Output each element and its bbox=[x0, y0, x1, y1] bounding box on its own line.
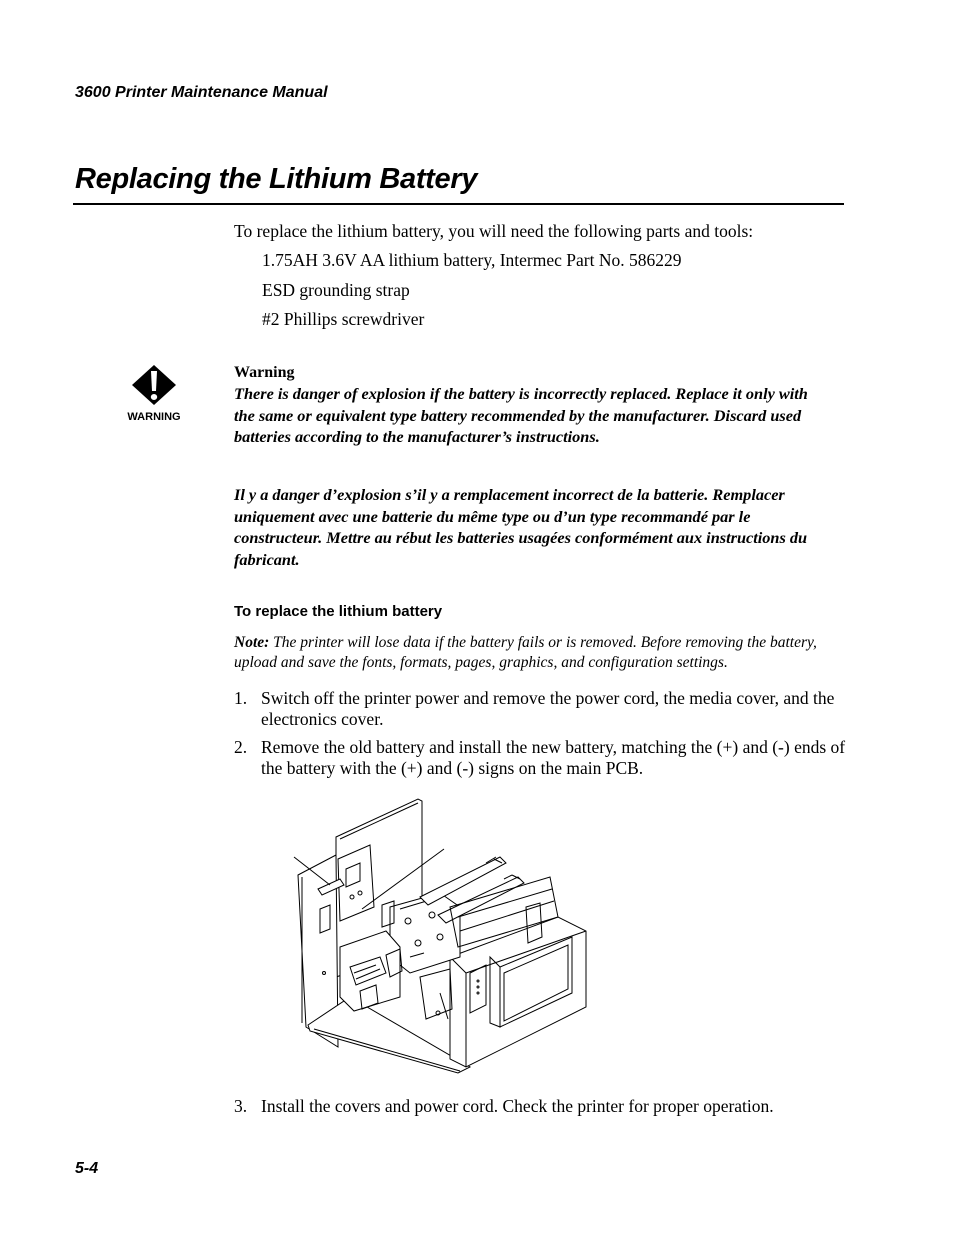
parts-list-item: ESD grounding strap bbox=[262, 280, 410, 300]
step-number: 1. bbox=[234, 688, 248, 708]
note-text: The printer will lose data if the battery fails or is removed. Before removing the battery, upload and save the fonts, formats, pages, graphics, and configuration settings. bbox=[234, 634, 817, 671]
warning-text-english: There is danger of explosion if the battery is incorrectly replaced. Replace it only with the same or equivalent type battery recommended by the manufacturer. Discard used batteries according to the manufacturer’s instructions. bbox=[234, 384, 808, 446]
step-text: Install the covers and power cord. Check the printer for proper operation. bbox=[261, 1096, 774, 1116]
warning-exclamation-icon bbox=[126, 363, 182, 427]
parts-list-item: 1.75AH 3.6V AA lithium battery, Intermec Part No. 586229 bbox=[262, 250, 682, 270]
title-rule bbox=[73, 203, 844, 205]
printer-battery-illustration bbox=[290, 797, 592, 1075]
procedure-note bbox=[234, 633, 834, 673]
step-text: Switch off the printer power and remove the power cord, the media cover, and the electronics cover. bbox=[261, 688, 835, 729]
running-head: 3600 Printer Maintenance Manual bbox=[75, 84, 328, 101]
page-number: 5-4 bbox=[75, 1160, 99, 1177]
intro-text: To replace the lithium battery, you will need the following parts and tools: bbox=[234, 221, 754, 241]
warning-heading: Warning bbox=[234, 364, 295, 381]
procedure-step bbox=[234, 1096, 846, 1117]
procedure-step bbox=[234, 737, 846, 778]
step-text: Remove the old battery and install the new battery, matching the (+) and (-) ends of the battery with the (+) and (-) signs on the main PCB. bbox=[261, 737, 846, 778]
parts-list-item: #2 Phillips screwdriver bbox=[262, 309, 425, 329]
note-label: Note: bbox=[234, 634, 270, 651]
warning-text-french: Il y a danger d’explosion s’il y a remplacement incorrect de la batterie. Remplacer uniquement avec une batterie du même type ou d’un type recommandé par le constructeur. Mettre au rébut les batteries usagées conformément aux instructions du fabricant. bbox=[234, 485, 808, 569]
section-title: Replacing the Lithium Battery bbox=[75, 163, 478, 195]
warning-icon-label: WARNING bbox=[127, 411, 181, 423]
procedure-heading: To replace the lithium battery bbox=[234, 603, 443, 620]
step-number: 2. bbox=[234, 737, 248, 757]
step-number: 3. bbox=[234, 1096, 248, 1116]
procedure-step bbox=[234, 688, 846, 729]
